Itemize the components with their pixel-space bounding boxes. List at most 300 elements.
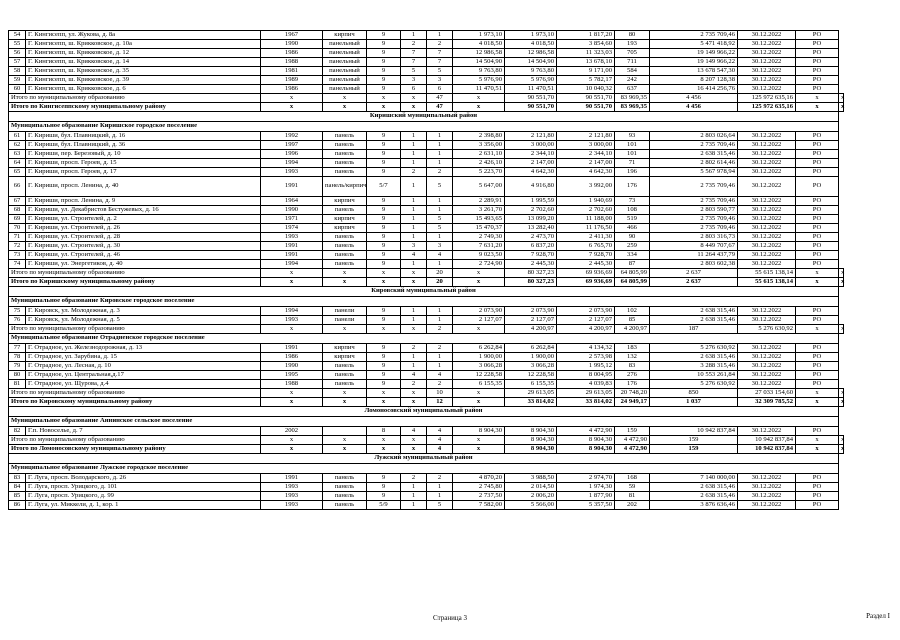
- cost-cell: 2 638 315,46: [650, 307, 738, 316]
- floors-cell: 9: [367, 159, 401, 168]
- total-area-cell: 8 904,30: [505, 436, 557, 445]
- municipality-name: Муниципальное образование Лужское городское поселение: [9, 464, 839, 474]
- address-cell: Г. Кириши, просп. Героев, д. 15: [26, 159, 261, 168]
- premises-area-cell: 1 817,20: [557, 31, 615, 40]
- municipality-name: Муниципальное образование Аннинское сельское поселение: [9, 417, 839, 427]
- total-area-cell: 3 261,70: [453, 206, 505, 215]
- lifts-cell: 7: [427, 58, 453, 67]
- placeholder-cell: х: [401, 269, 427, 278]
- address-cell: Г. Отрадное, ул. Зарубина, д. 15: [26, 353, 261, 362]
- placeholder-cell: х: [367, 445, 401, 454]
- district-total-row: [9, 398, 844, 407]
- placeholder-cell: х: [401, 278, 427, 287]
- entrances-cell: 3: [401, 242, 427, 251]
- year-cell: 1988: [261, 58, 323, 67]
- district-name: Киришский муниципальный район: [9, 112, 839, 122]
- floors-cell: 9: [367, 150, 401, 159]
- living-area-cell: 3 988,50: [505, 474, 557, 483]
- living-area-cell: 9 763,80: [505, 67, 557, 76]
- lifts-cell: 1: [427, 307, 453, 316]
- living-area-cell: 2 702,60: [505, 206, 557, 215]
- placeholder-cell: х: [796, 278, 839, 287]
- method-cell: РО: [796, 344, 839, 353]
- row-number: 58: [9, 67, 26, 76]
- living-area-cell: 4 018,50: [505, 40, 557, 49]
- table-row: [9, 141, 844, 150]
- deadline-cell: 30.12.2022: [738, 380, 796, 389]
- placeholder-cell: х: [796, 398, 839, 407]
- total-area-cell: 8 904,30: [453, 427, 505, 436]
- district-name: Кировский муниципальный район: [9, 287, 839, 297]
- row-number: 57: [9, 58, 26, 67]
- cost-cell: 10 942 837,84: [738, 436, 796, 445]
- residents-cell: 466: [615, 224, 650, 233]
- method-cell: РО: [796, 427, 839, 436]
- placeholder-cell: х: [453, 278, 505, 287]
- lifts-cell: 1: [427, 150, 453, 159]
- entrances-cell: 1: [401, 141, 427, 150]
- district-header-row: [9, 407, 844, 417]
- lifts-cell: 2: [427, 474, 453, 483]
- row-number: 71: [9, 233, 26, 242]
- lifts-cell: 4: [427, 251, 453, 260]
- premises-area-cell: 4 134,32: [557, 344, 615, 353]
- deadline-cell: 30.12.2022: [738, 371, 796, 380]
- residents-cell: 242: [615, 76, 650, 85]
- residents-cell: 637: [615, 85, 650, 94]
- living-area-cell: 1 973,10: [505, 31, 557, 40]
- year-cell: 1989: [261, 76, 323, 85]
- total-label: Итого по муниципальному образованию: [9, 269, 261, 278]
- residents-cell: 183: [615, 344, 650, 353]
- wall-material-cell: [323, 427, 367, 436]
- lifts-cell: 3: [427, 76, 453, 85]
- deadline-cell: 30.12.2022: [738, 242, 796, 251]
- cost-cell: 125 972 635,16: [738, 103, 796, 112]
- deadline-cell: 30.12.2022: [738, 141, 796, 150]
- placeholder-cell: х: [323, 398, 367, 407]
- entrances-cell: 2: [401, 40, 427, 49]
- cost-cell: 2 638 315,46: [650, 492, 738, 501]
- deadline-cell: 30.12.2022: [738, 206, 796, 215]
- district-total-row: [9, 445, 844, 454]
- premises-area-cell: 8 004,95: [557, 371, 615, 380]
- residents-cell: 168: [615, 474, 650, 483]
- placeholder-cell: х: [401, 389, 427, 398]
- table-row: [9, 215, 844, 224]
- total-label: Итого по муниципальному образованию: [9, 436, 261, 445]
- total-area-cell: 5 223,70: [453, 168, 505, 177]
- living-area-cell: 11 470,51: [505, 85, 557, 94]
- address-cell: Г. Кириши, ул. Строителей, д. 28: [26, 233, 261, 242]
- method-cell: РО: [796, 353, 839, 362]
- residents-cell: 4 456: [650, 94, 738, 103]
- premises-area-cell: 2 344,10: [557, 150, 615, 159]
- cost-cell: 10 553 261,84: [650, 371, 738, 380]
- premises-area-cell: 64 805,99: [615, 278, 650, 287]
- total-label: Итого по Ломоносовскому муниципальному району: [9, 445, 261, 454]
- living-area-cell: 90 551,70: [557, 103, 615, 112]
- table-row: [9, 76, 844, 85]
- district-header-row: [9, 112, 844, 122]
- deadline-cell: 30.12.2022: [738, 260, 796, 269]
- premises-area-cell: 1 877,90: [557, 492, 615, 501]
- year-cell: 1996: [261, 150, 323, 159]
- row-number: 78: [9, 353, 26, 362]
- entrances-cell: 2: [401, 168, 427, 177]
- placeholder-cell: х: [323, 389, 367, 398]
- cost-cell: 2 802 614,46: [650, 159, 738, 168]
- method-cell: РО: [796, 260, 839, 269]
- placeholder-cell: х: [323, 278, 367, 287]
- placeholder-cell: х: [796, 389, 839, 398]
- address-cell: Г. Отрадное, ул. Щурова, д.4: [26, 380, 261, 389]
- wall-material-cell: панель: [323, 206, 367, 215]
- lifts-total-cell: 47: [427, 103, 453, 112]
- floors-cell: 9: [367, 67, 401, 76]
- living-area-cell: 6 155,35: [505, 380, 557, 389]
- living-area-cell: 69 936,69: [557, 278, 615, 287]
- placeholder-cell: х: [367, 436, 401, 445]
- total-label: Итого по Кингисеппскому муниципальному району: [9, 103, 261, 112]
- lifts-total-cell: 2: [427, 325, 453, 334]
- total-area-cell: 1 900,00: [453, 353, 505, 362]
- residents-cell: 81: [615, 492, 650, 501]
- placeholder-cell: х: [839, 103, 844, 112]
- wall-material-cell: панель: [323, 492, 367, 501]
- total-area-cell: 90 551,70: [505, 94, 557, 103]
- address-cell: Г. Луга, просп. Урицкого, д. 99: [26, 492, 261, 501]
- total-area-cell: 33 814,02: [505, 398, 557, 407]
- cost-cell: 2 638 315,46: [650, 316, 738, 325]
- year-cell: 1993: [261, 501, 323, 510]
- residents-cell: 71: [615, 159, 650, 168]
- year-cell: 1995: [261, 371, 323, 380]
- lifts-cell: 1: [427, 132, 453, 141]
- entrances-cell: 1: [401, 31, 427, 40]
- cost-cell: 2 735 709,46: [650, 141, 738, 150]
- address-cell: Г. Кириши, ул. Строителей, д. 46: [26, 251, 261, 260]
- cost-cell: 5 276 630,92: [650, 380, 738, 389]
- year-cell: 1993: [261, 168, 323, 177]
- table-row: [9, 483, 844, 492]
- method-cell: РО: [796, 168, 839, 177]
- lifts-cell: 5: [427, 67, 453, 76]
- premises-area-cell: 4 472,90: [615, 436, 650, 445]
- placeholder-cell: х: [323, 325, 367, 334]
- row-number: 54: [9, 31, 26, 40]
- floors-cell: 5/7: [367, 177, 401, 197]
- living-area-cell: 12 986,58: [505, 49, 557, 58]
- table-row: [9, 58, 844, 67]
- year-cell: 1988: [261, 380, 323, 389]
- lifts-cell: 1: [427, 141, 453, 150]
- wall-material-cell: панель: [323, 233, 367, 242]
- table-row: [9, 427, 844, 436]
- district-name: Ломоносовский муниципальный район: [9, 407, 839, 417]
- cost-cell: 10 942 837,84: [650, 427, 738, 436]
- row-number: 60: [9, 85, 26, 94]
- district-total-row: [9, 278, 844, 287]
- residents-cell: 87: [615, 260, 650, 269]
- wall-material-cell: панель: [323, 483, 367, 492]
- residents-cell: 850: [650, 389, 738, 398]
- year-cell: 2002: [261, 427, 323, 436]
- floors-cell: 9: [367, 380, 401, 389]
- living-area-cell: 2 473,70: [505, 233, 557, 242]
- year-cell: 1991: [261, 474, 323, 483]
- lifts-cell: 5: [427, 501, 453, 510]
- row-number: 64: [9, 159, 26, 168]
- row-number: 62: [9, 141, 26, 150]
- premises-area-cell: 9 171,00: [557, 67, 615, 76]
- total-area-cell: 2 426,10: [453, 159, 505, 168]
- row-number: 76: [9, 316, 26, 325]
- table-row: [9, 307, 844, 316]
- total-area-cell: 4 870,20: [453, 474, 505, 483]
- method-cell: РО: [796, 233, 839, 242]
- total-area-cell: 8 904,30: [505, 445, 557, 454]
- living-area-cell: 2 445,30: [505, 260, 557, 269]
- deadline-cell: 30.12.2022: [738, 474, 796, 483]
- cost-cell: 3 876 636,46: [650, 501, 738, 510]
- floors-cell: 9: [367, 492, 401, 501]
- table-row: [9, 49, 844, 58]
- year-cell: 1997: [261, 141, 323, 150]
- living-area-cell: 6 837,20: [505, 242, 557, 251]
- total-area-cell: 4 200,97: [505, 325, 557, 334]
- year-cell: 1974: [261, 224, 323, 233]
- residents-cell: 196: [615, 168, 650, 177]
- year-cell: 1993: [261, 316, 323, 325]
- premises-area-cell: 83 969,35: [615, 103, 650, 112]
- floors-cell: 9: [367, 344, 401, 353]
- placeholder-cell: х: [453, 389, 505, 398]
- floors-cell: 9: [367, 40, 401, 49]
- table-row: [9, 85, 844, 94]
- row-number: 67: [9, 197, 26, 206]
- placeholder-cell: х: [323, 445, 367, 454]
- total-area-cell: 3 066,28: [453, 362, 505, 371]
- deadline-cell: 30.12.2022: [738, 492, 796, 501]
- deadline-cell: 30.12.2022: [738, 76, 796, 85]
- residents-cell: 584: [615, 67, 650, 76]
- deadline-cell: 30.12.2022: [738, 40, 796, 49]
- lifts-total-cell: 4: [427, 436, 453, 445]
- residents-cell: 90: [615, 233, 650, 242]
- total-area-cell: 2 724,90: [453, 260, 505, 269]
- method-cell: РО: [796, 76, 839, 85]
- entrances-cell: 2: [401, 344, 427, 353]
- floors-cell: 9: [367, 307, 401, 316]
- residents-cell: 176: [615, 380, 650, 389]
- placeholder-cell: х: [839, 94, 844, 103]
- living-area-cell: 2 127,07: [505, 316, 557, 325]
- lifts-total-cell: 20: [427, 278, 453, 287]
- wall-material-cell: панель/кирпич: [323, 177, 367, 197]
- address-cell: Г. Кириши, просп. Ленина, д. 9: [26, 197, 261, 206]
- row-number: 65: [9, 168, 26, 177]
- deadline-cell: 30.12.2022: [738, 483, 796, 492]
- table-row: [9, 197, 844, 206]
- wall-material-cell: панель: [323, 159, 367, 168]
- table-row: [9, 67, 844, 76]
- year-cell: 1990: [261, 362, 323, 371]
- method-cell: РО: [796, 483, 839, 492]
- total-area-cell: 2 073,90: [453, 307, 505, 316]
- residents-cell: 4 456: [650, 103, 738, 112]
- total-area-cell: 15 470,37: [453, 224, 505, 233]
- placeholder-cell: х: [261, 398, 323, 407]
- method-cell: РО: [796, 215, 839, 224]
- cost-cell: 2 735 709,46: [650, 31, 738, 40]
- wall-material-cell: панель: [323, 260, 367, 269]
- wall-material-cell: кирпич: [323, 215, 367, 224]
- deadline-cell: 30.12.2022: [738, 150, 796, 159]
- residents-cell: 519: [615, 215, 650, 224]
- wall-material-cell: кирпич: [323, 344, 367, 353]
- deadline-cell: 30.12.2022: [738, 168, 796, 177]
- deadline-cell: 30.12.2022: [738, 159, 796, 168]
- deadline-cell: 30.12.2022: [738, 427, 796, 436]
- residents-cell: 102: [615, 307, 650, 316]
- cost-cell: 16 414 256,76: [650, 85, 738, 94]
- register-table: [8, 30, 844, 510]
- address-cell: Г. Кириши, пер. Березовый, д. 10: [26, 150, 261, 159]
- address-cell: Г. Кириши, ул. Декабристов Бестужевых, д. 16: [26, 206, 261, 215]
- lifts-cell: 1: [427, 260, 453, 269]
- total-area-cell: 12 228,58: [453, 371, 505, 380]
- entrances-cell: 1: [401, 307, 427, 316]
- floors-cell: 9: [367, 31, 401, 40]
- total-area-cell: 2 289,91: [453, 197, 505, 206]
- total-area-cell: 3 356,00: [453, 141, 505, 150]
- living-area-cell: 4 642,30: [505, 168, 557, 177]
- method-cell: РО: [796, 307, 839, 316]
- premises-area-cell: 2 147,00: [557, 159, 615, 168]
- address-cell: Г. Кингисепп, ш. Крикковское, д. 6: [26, 85, 261, 94]
- floors-cell: 8: [367, 427, 401, 436]
- residents-cell: 2 637: [650, 278, 738, 287]
- address-cell: Г. Кириши, просп. Ленина, д. 40: [26, 177, 261, 197]
- premises-area-cell: 64 805,99: [615, 269, 650, 278]
- deadline-cell: 30.12.2022: [738, 501, 796, 510]
- table-row: [9, 371, 844, 380]
- deadline-cell: 30.12.2022: [738, 132, 796, 141]
- placeholder-cell: х: [367, 398, 401, 407]
- premises-area-cell: 11 323,03: [557, 49, 615, 58]
- deadline-cell: 30.12.2022: [738, 215, 796, 224]
- lifts-cell: 4: [427, 427, 453, 436]
- total-label: Итого по Киришскому муниципальному району: [9, 278, 261, 287]
- living-area-cell: 4 916,80: [505, 177, 557, 197]
- entrances-cell: 1: [401, 224, 427, 233]
- placeholder-cell: х: [261, 103, 323, 112]
- premises-area-cell: 2 445,30: [557, 260, 615, 269]
- lifts-total-cell: 47: [427, 94, 453, 103]
- row-number: 79: [9, 362, 26, 371]
- living-area-cell: 8 904,30: [505, 427, 557, 436]
- deadline-cell: 30.12.2022: [738, 316, 796, 325]
- method-cell: РО: [796, 85, 839, 94]
- year-cell: 1991: [261, 251, 323, 260]
- residents-cell: 80: [615, 31, 650, 40]
- residents-cell: 176: [615, 177, 650, 197]
- method-cell: РО: [796, 40, 839, 49]
- deadline-cell: 30.12.2022: [738, 197, 796, 206]
- address-cell: Г. Отрадное, ул. Центральная,д.17: [26, 371, 261, 380]
- residents-cell: 83: [615, 362, 650, 371]
- wall-material-cell: панель: [323, 474, 367, 483]
- premises-area-cell: 4 200,97: [615, 325, 650, 334]
- floors-cell: 9: [367, 362, 401, 371]
- year-cell: 1993: [261, 492, 323, 501]
- wall-material-cell: панель: [323, 132, 367, 141]
- year-cell: 1994: [261, 159, 323, 168]
- placeholder-cell: х: [401, 325, 427, 334]
- section-label: Раздел I: [866, 612, 890, 620]
- premises-area-cell: 20 748,20: [615, 389, 650, 398]
- lifts-cell: 1: [427, 483, 453, 492]
- table-row: [9, 362, 844, 371]
- wall-material-cell: панельный: [323, 76, 367, 85]
- subtotal-row: [9, 269, 844, 278]
- method-cell: РО: [796, 58, 839, 67]
- subtotal-row: [9, 94, 844, 103]
- year-cell: 1971: [261, 215, 323, 224]
- lifts-cell: 1: [427, 31, 453, 40]
- lifts-cell: 5: [427, 215, 453, 224]
- wall-material-cell: кирпич: [323, 197, 367, 206]
- address-cell: Г. Луга, просп. Урицкого, д. 101: [26, 483, 261, 492]
- row-number: 77: [9, 344, 26, 353]
- lifts-cell: 2: [427, 344, 453, 353]
- table-row: [9, 224, 844, 233]
- row-number: 72: [9, 242, 26, 251]
- wall-material-cell: панель: [323, 501, 367, 510]
- deadline-cell: 30.12.2022: [738, 251, 796, 260]
- row-number: 85: [9, 492, 26, 501]
- living-area-cell: 3 000,00: [505, 141, 557, 150]
- entrances-cell: 1: [401, 501, 427, 510]
- address-cell: Г. Кировск, ул. Молодежная, д. 5: [26, 316, 261, 325]
- entrances-cell: 3: [401, 76, 427, 85]
- lifts-cell: 1: [427, 362, 453, 371]
- wall-material-cell: панельный: [323, 58, 367, 67]
- lifts-total-cell: 12: [427, 398, 453, 407]
- table-row: [9, 206, 844, 215]
- wall-material-cell: панель: [323, 141, 367, 150]
- placeholder-cell: х: [323, 103, 367, 112]
- wall-material-cell: панели: [323, 316, 367, 325]
- placeholder-cell: х: [453, 325, 505, 334]
- lifts-cell: 1: [427, 206, 453, 215]
- table-row: [9, 177, 844, 197]
- wall-material-cell: кирпич: [323, 353, 367, 362]
- premises-area-cell: 2 411,30: [557, 233, 615, 242]
- cost-cell: 13 678 547,30: [650, 67, 738, 76]
- method-cell: РО: [796, 67, 839, 76]
- cost-cell: 2 735 709,46: [650, 224, 738, 233]
- row-number: 82: [9, 427, 26, 436]
- floors-cell: 9: [367, 197, 401, 206]
- wall-material-cell: панельный: [323, 49, 367, 58]
- table-row: [9, 316, 844, 325]
- premises-area-cell: 4 472,90: [615, 445, 650, 454]
- method-cell: РО: [796, 380, 839, 389]
- municipality-header-row: [9, 417, 844, 427]
- row-number: 73: [9, 251, 26, 260]
